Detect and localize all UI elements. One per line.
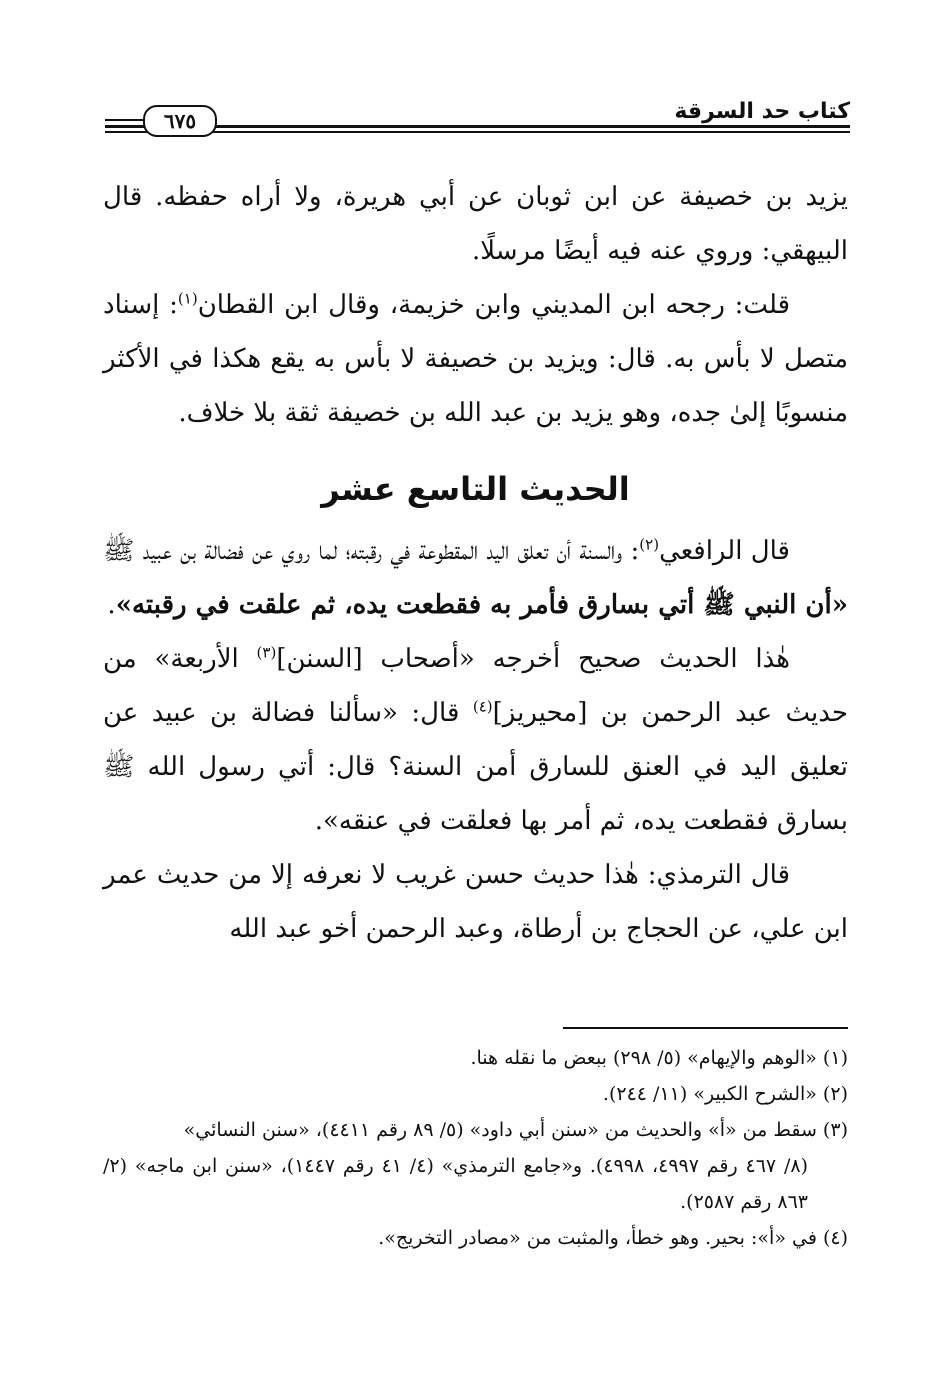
footnote-3: (٣) سقط من «أ» والحديث من «سنن أبي داود» (٥/ ٨٩ رقم ٤٤١١)، «سنن النسائي» xyxy=(183,1119,848,1141)
footnote-4: (٤) في «أ»: بحير. وهو خطأ، والمثبت من «مصادر التخريج». xyxy=(378,1227,848,1249)
page-number: ٦٧٥ xyxy=(143,105,217,137)
paragraph-5: قال الترمذي: هٰذا حديث حسن غريب لا نعرفه إلا من حديث عمر ابن علي، عن الحجاج بن أرطاة، وعبد الرحمن أخو عبد الله xyxy=(103,860,848,944)
footnote-ref-2: (٢) xyxy=(639,535,660,554)
footnote-ref-4: (٤) xyxy=(472,697,493,716)
paragraph-3: قال الرافعي$^{(٢)}$: والسنة أن تعلق اليد المقطوعة في رقبته؛ لما روي عن فضالة بن عبيد ﷺ «أن النبي ﷺ أتي بسارق فأمر به فقطعت يده، ثم علقت في رقبته». xyxy=(103,535,848,620)
header-rule-thin xyxy=(105,131,850,133)
hadith-text: «أن النبي ﷺ أتي بسارق فأمر به فقطعت يده، ثم علقت في رقبته» xyxy=(115,590,848,620)
main-text xyxy=(103,170,848,956)
page-header xyxy=(105,95,850,155)
footnote-3-continued: (٨/ ٤٦٧ رقم ٤٩٩٧، ٤٩٩٨). و«جامع الترمذي» (٤/ ٤١ رقم ١٤٤٧)، «سنن ابن ماجه» (٢/ ٨٦٣ رقم ٢٥٨٧). xyxy=(103,1155,809,1213)
running-title: كتاب حد السرقة xyxy=(674,99,850,124)
footnote-2: (٢) «الشرح الكبير» (١١/ ٢٤٤). xyxy=(602,1083,848,1105)
paragraph-4: هٰذا الحديث صحيح أخرجه «أصحاب [السنن]$^{(٣)}$ الأربعة» من حديث عبد الرحمن بن [محيريز]$^{(٤)}$ قال: «سألنا فضالة بن عبيد عن تعليق اليد في العنق للسارق أمن السنة؟ قال: أتي رسول الله ﷺ بسارق فقطعت يده، ثم أمر بها فعلقت في عنقه». xyxy=(103,643,848,836)
header-rule-small xyxy=(105,119,145,121)
footnote-ref-3: (٣) xyxy=(256,643,277,662)
section-heading: الحديث التاسع عشر xyxy=(321,470,630,508)
footnote-1: (١) «الوهم والإيهام» (٥/ ٢٩٨) ببعض ما نقله هنا. xyxy=(470,1047,848,1069)
footnote-separator xyxy=(563,1027,848,1029)
paragraph-2: قلت: رجحه ابن المديني وابن خزيمة، وقال ابن القطان$^{(١)}$: إسناد متصل لا بأس به. قال: ويزيد بن خصيفة لا بأس به يقع هكذا في الأكثر منسوبًا إلىٰ جده، وهو يزيد بن عبد الله بن خصيفة ثقة بلا خلاف. xyxy=(103,289,848,428)
footnote-ref-1: (١) xyxy=(177,289,198,308)
paragraph-1: يزيد بن خصيفة عن ابن ثوبان عن أبي هريرة، ولا أراه حفظه. قال البيهقي: وروي عنه فيه أيضًا مرسلًا. xyxy=(103,182,848,266)
footnotes xyxy=(103,1040,848,1256)
